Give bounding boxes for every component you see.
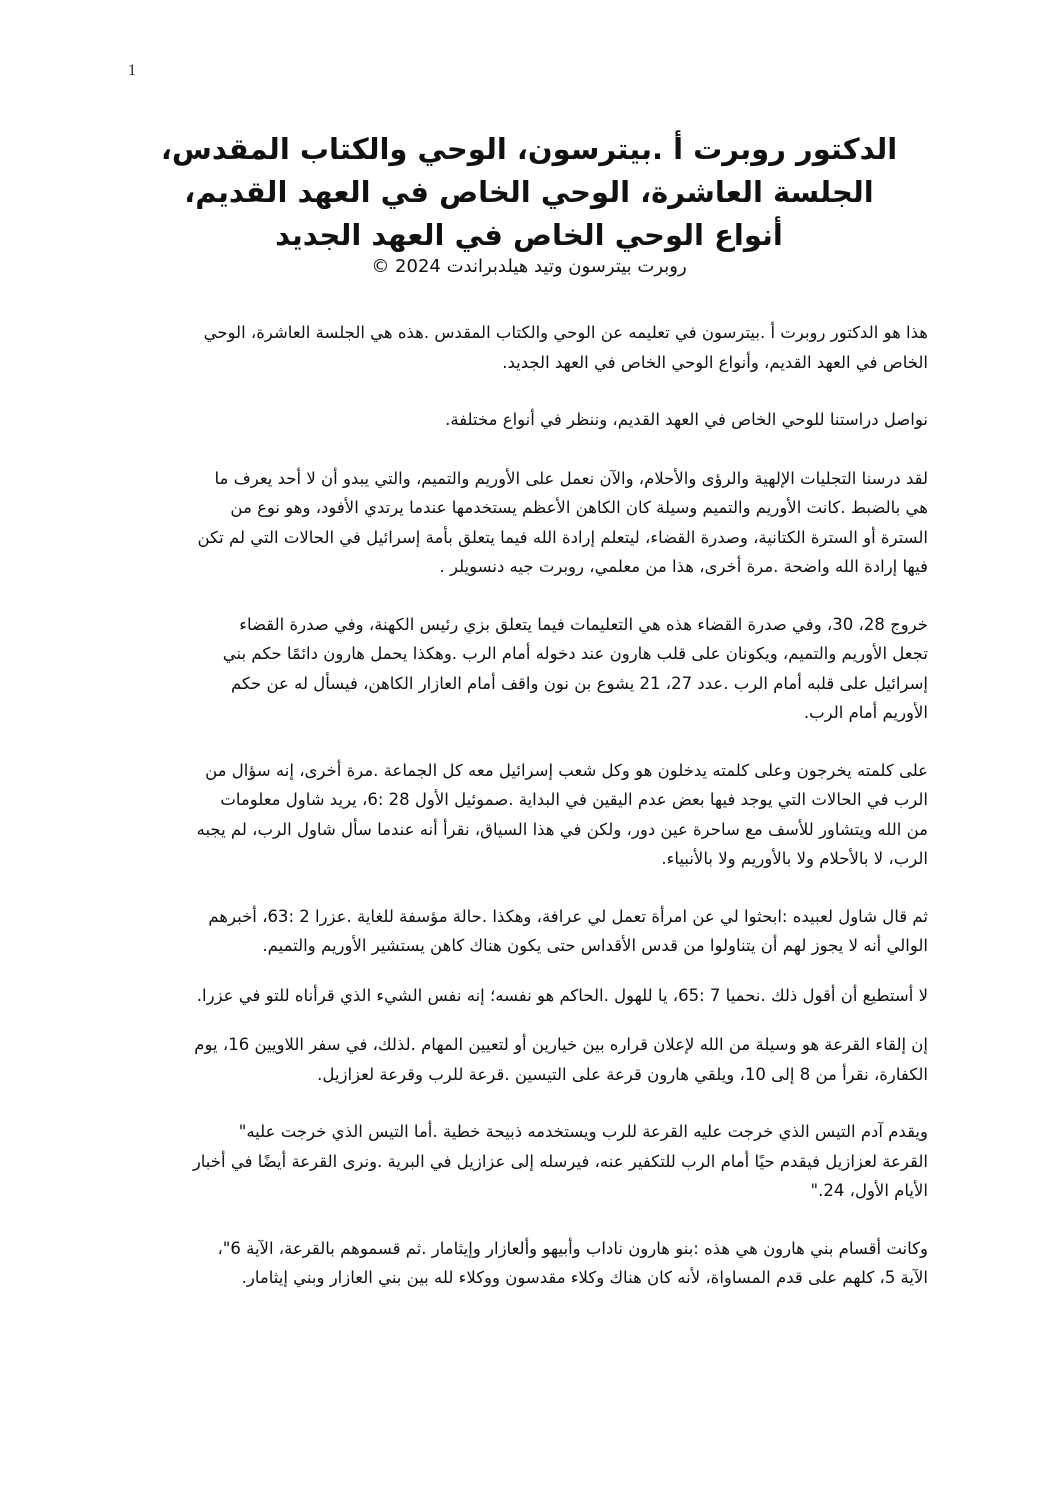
text-line: ثم قال شاول لعبيده :ابحثوا لي عن امرأة تعمل لي عرافة، وهكذا .حالة مؤسفة للغاية .عزرا 2 :63، أخبرهم xyxy=(208,906,928,926)
document-title xyxy=(100,128,958,279)
text-line: نواصل دراستنا للوحي الخاص في العهد القديم، وننظر في أنواع مختلفة. xyxy=(445,410,928,429)
text-line: وكانت أقسام بني هارون هي هذه :بنو هارون ناداب وأبيهو وألعازار وإيثامار .ثم قسموهم بالقرعة، الآية 6"، xyxy=(217,1238,928,1258)
paragraph xyxy=(133,1117,928,1206)
text-line: الأوريم أمام الرب. xyxy=(803,703,928,722)
paragraph xyxy=(133,1234,928,1293)
title-line-1: الدكتور روبرت أ .بيترسون، الوحي والكتاب المقدس، xyxy=(160,132,898,166)
page-number: 1 xyxy=(128,62,136,79)
text-line: إسرائيل على قلبه أمام الرب .عدد 27، 21 يشوع بن نون واقف أمام العازار الكاهن، فيسأل له عن حكم xyxy=(230,673,928,693)
text-line: من الله ويتشاور للأسف مع ساحرة عين دور، ولكن في هذا السياق، نقرأ أنه عندما سأل شاول الرب، لم يجبه xyxy=(196,819,928,839)
paragraph xyxy=(133,610,928,728)
text-line: لقد درسنا التجليات الإلهية والرؤى والأحلام، والآن نعمل على الأوريم والتميم، والتي يبدو أن لا أحد يعرف ما xyxy=(214,468,928,488)
text-line: الوالي أنه لا يجوز لهم أن يتناولوا من قدس الأقداس حتى يكون هناك كاهن يستشير الأوريم والتميم. xyxy=(262,936,928,955)
paragraph xyxy=(133,405,928,435)
text-line: هذا هو الدكتور روبرت أ .بيترسون في تعليمه عن الوحي والكتاب المقدس .هذه هي الجلسة العاشرة، الوحي xyxy=(203,323,928,342)
text-line: على كلمته يخرجون وعلى كلمته يدخلون هو وكل شعب إسرائيل معه كل الجماعة .مرة أخرى، إنه سؤال من xyxy=(205,760,928,780)
text-line: الأيام الأول، 24." xyxy=(810,1181,928,1200)
text-line: الرب في الحالات التي يوجد فيها بعض عدم اليقين في البداية .صموئيل الأول 28 :6، يريد شاول معلومات xyxy=(220,790,928,809)
copyright-line: روبرت بيترسون وتيد هيلدبراندت 2024 © xyxy=(371,256,687,277)
text-line: الخاص في العهد القديم، وأنواع الوحي الخاص في العهد الجديد. xyxy=(502,352,928,372)
text-line: لا أستطيع أن أقول ذلك .نحميا 7 :65، يا للهول .الحاكم هو نفسه؛ إنه نفس الشيء الذي قرأناه للتو في عزرا. xyxy=(196,985,928,1005)
text-line: فيها إرادة الله واضحة .مرة أخرى، هذا من معلمي، روبرت جيه دنسويلر . xyxy=(439,557,928,576)
title-line-2: الجلسة العاشرة، الوحي الخاص في العهد القديم، xyxy=(184,175,874,209)
paragraph xyxy=(133,902,928,961)
text-line: تجعل الأوريم والتميم، ويكونان على قلب هارون عند دخوله أمام الرب .وهكذا يحمل هارون دائمًا حكم بني xyxy=(222,644,928,663)
text-line: إن إلقاء القرعة هو وسيلة من الله لإعلان قراره بين خيارين أو لتعيين المهام .لذلك، في سفر اللاويين 16، يوم xyxy=(194,1035,928,1054)
paragraph xyxy=(133,1030,928,1089)
text-line: الرب، لا بالأحلام ولا بالأوريم ولا بالأنبياء. xyxy=(661,849,928,868)
text-line: السترة أو السترة الكتانية، وصدرة القضاء، ليتعلم إرادة الله فيما يتعلق بأمة إسرائيل في الحالات التي لم تكن xyxy=(197,527,928,547)
paragraph xyxy=(133,464,928,582)
document-body xyxy=(133,318,928,1293)
paragraph xyxy=(133,981,928,1011)
title-line-3: أنواع الوحي الخاص في العهد الجديد xyxy=(275,218,783,252)
text-line: خروج 28، 30، وفي صدرة القضاء هذه هي التعليمات فيما يتعلق بزي رئيس الكهنة، وفي صدرة القضاء xyxy=(239,614,928,634)
text-line: ويقدم آدم التيس الذي خرجت عليه القرعة للرب ويستخدمه ذبيحة خطية .أما التيس الذي خرجت عليه" xyxy=(238,1122,928,1141)
text-line: القرعة لعزازيل فيقدم حيًا أمام الرب للتكفير عنه، فيرسله إلى عزازيل في البرية .ونرى القرعة أيضًا في أخبار xyxy=(192,1151,928,1171)
text-line: الكفارة، نقرأ من 8 إلى 10، ويلقي هارون قرعة على التيسين .قرعة للرب وقرعة لعزازيل. xyxy=(317,1064,928,1084)
text-line: الآية 5، كلهم على قدم المساواة، لأنه كان هناك وكلاء مقدسون ووكلاء لله بين بني العازار وبني إيثامار. xyxy=(241,1268,928,1287)
text-line: هي بالضبط .كانت الأوريم والتميم وسيلة كان الكاهن الأعظم يستخدمها عندما يرتدي الأفود، وهو نوع من xyxy=(230,498,928,517)
paragraph xyxy=(133,318,928,377)
paragraph xyxy=(133,756,928,874)
